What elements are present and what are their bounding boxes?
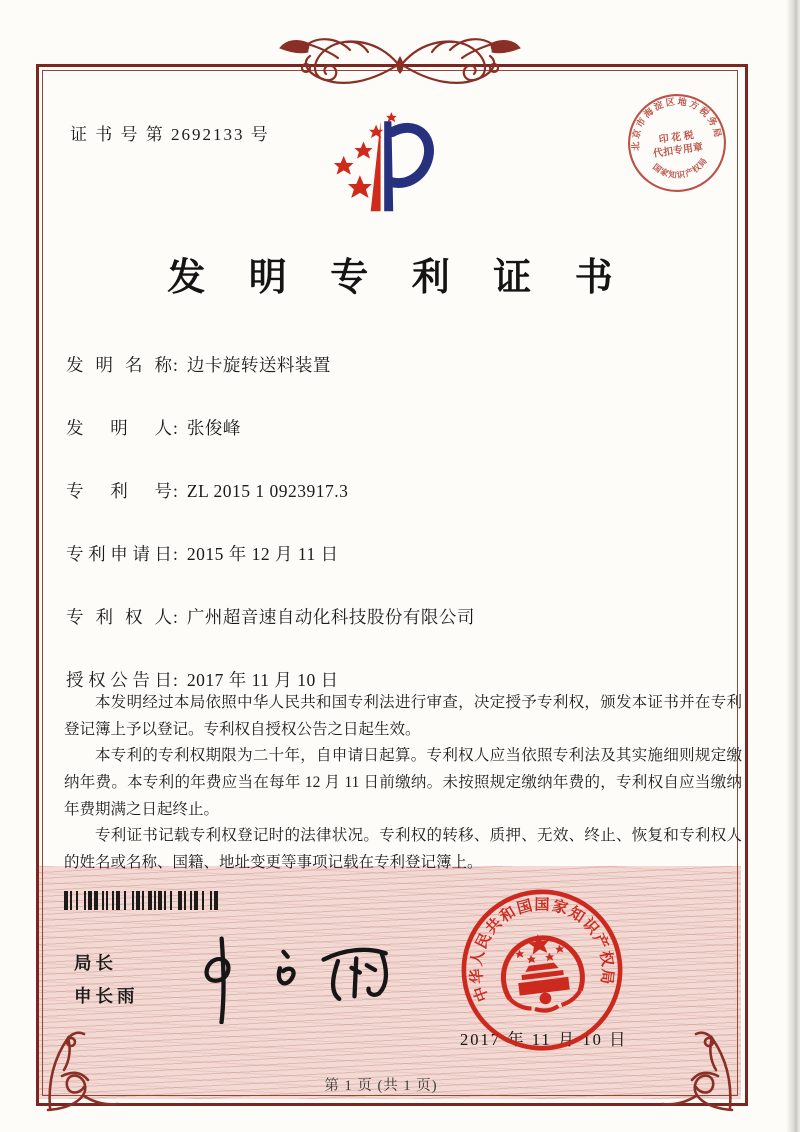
certificate-title: 发 明 专 利 证 书 [167,257,630,299]
barcode-gap [218,891,220,910]
field-value: 2017 年 11 月 10 日 [186,670,339,690]
field-value: 张俊峰 [186,418,241,438]
bottom-right-flourish [648,1026,742,1114]
field-colon: : [173,607,178,627]
office-seal-arc-text: 中华人民共和国国家知识产权局 [469,897,615,1004]
field-colon: : [173,481,178,501]
logo-p-bowl [390,128,429,183]
signatory-title: 局长 [74,953,117,973]
certificate-number: 证 书 号 第 2692133 号 [70,125,270,144]
cnipa-logo [323,103,458,225]
field-row [66,415,716,440]
tax-stamp-line2: 代扣专用章 [652,141,704,160]
director-signature [185,930,400,1024]
top-flourish-ornament [250,22,550,104]
field-row [66,478,716,503]
patent-fields [66,352,716,730]
barcode [64,891,276,910]
bottom-left-flourish [38,1026,132,1114]
field-value: 2015 年 12 月 11 日 [186,544,339,564]
field-row [66,352,716,377]
tax-stamp-line1: 印 花 税 [658,130,695,146]
tax-stamp [616,82,738,204]
field-label: 发明名称 [66,355,172,375]
field-label: 授权公告日 [66,670,172,690]
field-value: 广州超音速自动化科技股份有限公司 [186,607,475,627]
body-paragraph: 本发明经过本局依照中华人民共和国专利法进行审查，决定授予专利权，颁发本证书并在专利登记簿上予以登记。专利权自授权公告之日起生效。 [64,694,742,738]
signatory-name: 申长雨 [74,986,139,1006]
field-label: 发明人 [66,418,172,438]
field-label: 专利申请日 [66,544,172,564]
field-row [66,604,716,629]
scan-edge [786,0,800,1132]
field-colon: : [173,418,178,438]
tax-stamp-arc-bottom: 国家知识产权局 [651,155,710,181]
field-row [66,667,716,692]
field-colon: : [173,670,178,690]
seal-date: 2017 年 11 月 10 日 [460,1030,628,1049]
field-row [66,541,716,566]
national-emblem [499,931,587,1016]
field-value: ZL 2015 1 0923917.3 [186,481,349,501]
certificate-body [64,690,742,877]
office-seal [458,886,626,1054]
field-colon: : [173,544,178,564]
field-colon: : [173,355,178,375]
field-label: 专利权人 [66,607,172,627]
field-value: 边卡旋转送料装置 [186,355,331,375]
body-paragraph: 专利证书记载专利权登记时的法律状况。专利权的转移、质押、无效、终止、恢复和专利权人的姓名或名称、国籍、地址变更等事项记载在专利登记簿上。 [64,827,742,871]
page-info: 第 1 页 (共 1 页) [324,1078,438,1094]
field-label: 专利号 [66,481,172,501]
flourish-center-leaf [397,56,404,74]
tax-stamp-arc-top: 北京市海淀区地方税务局 [630,96,724,151]
body-paragraph: 本专利的专利权期限为二十年，自申请日起算。专利权人应当依照专利法及其实施细则规定缴纳年费。本专利的年费应当在每年 12 月 11 日前缴纳。未按照规定缴纳年费的，专利权自应当缴纳年费期满之日起终止。 [64,747,742,818]
